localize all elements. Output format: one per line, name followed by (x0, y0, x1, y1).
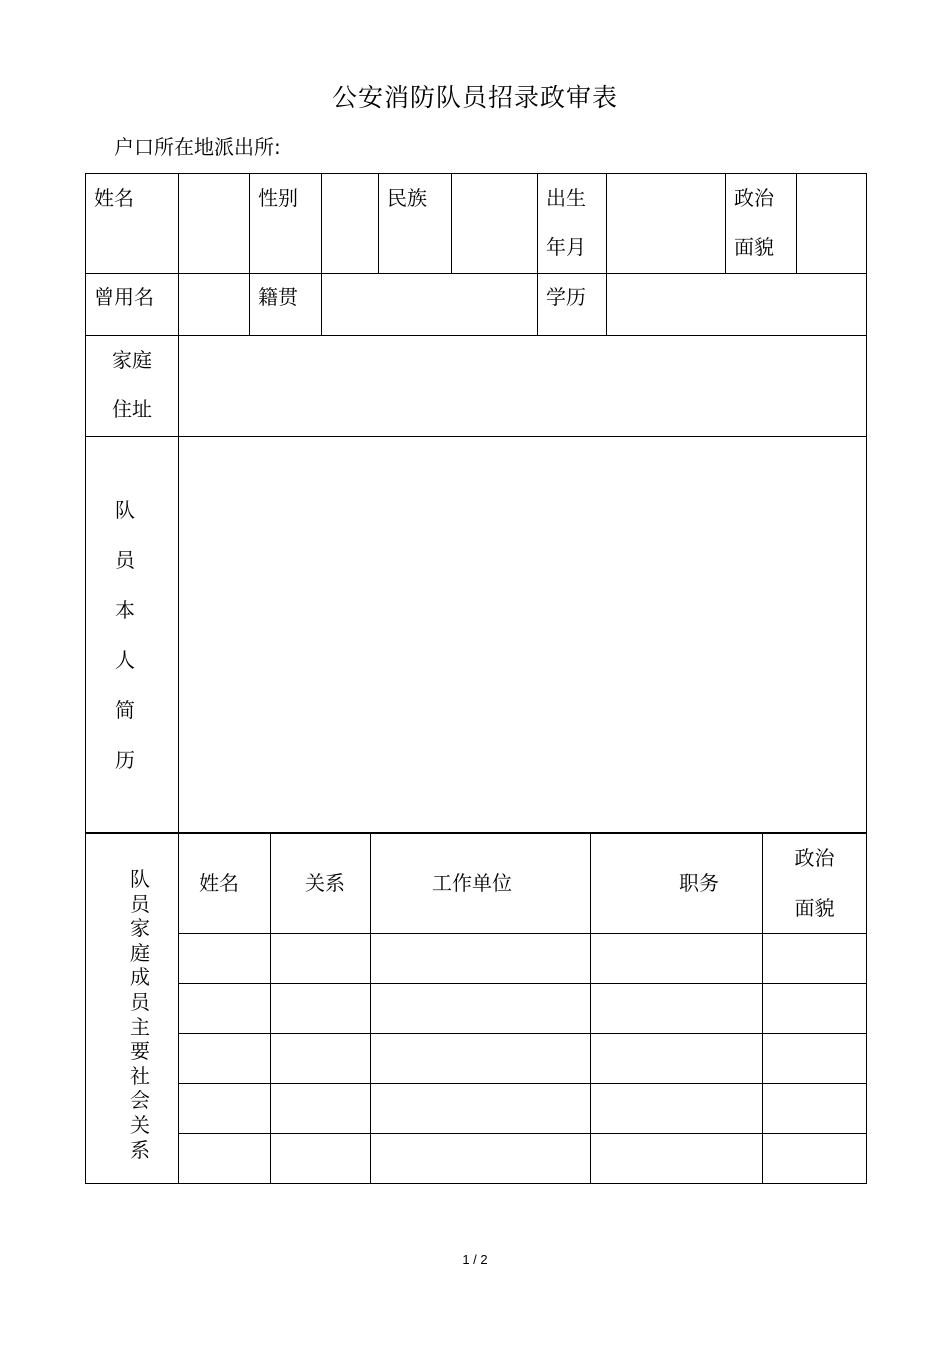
gender-field[interactable] (322, 174, 379, 274)
address-label-line1: 家庭 (112, 348, 152, 372)
table-row (86, 1034, 867, 1084)
family-politics-cell[interactable] (763, 1034, 867, 1084)
family-label-char: 关 (130, 1112, 150, 1137)
birth-label-line1: 出生 (546, 186, 586, 210)
birth-date-label (538, 174, 607, 274)
family-relation-cell[interactable] (271, 1034, 371, 1084)
education-field[interactable] (607, 274, 867, 336)
family-workplace-cell[interactable] (371, 1134, 591, 1184)
family-position-cell[interactable] (591, 1034, 763, 1084)
family-position-cell[interactable] (591, 934, 763, 984)
table-row (86, 934, 867, 984)
resume-char: 简 (115, 698, 135, 722)
family-label-char: 社 (130, 1063, 150, 1088)
birth-date-field[interactable] (607, 174, 726, 274)
native-place-field[interactable] (322, 274, 538, 336)
resume-char: 本 (115, 598, 135, 622)
politics-label-line1: 政治 (734, 186, 774, 210)
family-label-char: 家 (130, 916, 150, 941)
ethnicity-label: 民族 (379, 174, 452, 274)
address-label-line2: 住址 (112, 397, 152, 421)
politics-label-line2: 面貌 (734, 235, 774, 259)
education-label: 学历 (538, 274, 607, 336)
resume-char: 队 (115, 498, 135, 522)
family-workplace-cell[interactable] (371, 934, 591, 984)
family-politics-cell[interactable] (763, 1084, 867, 1134)
column-header-name: 姓名 (179, 833, 271, 934)
address-field[interactable] (179, 336, 867, 437)
family-workplace-cell[interactable] (371, 984, 591, 1034)
family-label-char: 员 (130, 891, 150, 916)
address-label (86, 336, 179, 437)
page-title: 公安消防队员招录政审表 (331, 83, 618, 112)
family-label-char: 员 (130, 989, 150, 1014)
family-relation-cell[interactable] (271, 984, 371, 1034)
family-label-char: 系 (130, 1137, 150, 1162)
family-politics-cell[interactable] (763, 934, 867, 984)
family-name-cell[interactable] (179, 1084, 271, 1134)
former-name-field[interactable] (179, 274, 250, 336)
column-header-workplace: 工作单位 (371, 833, 591, 934)
name-label: 姓名 (86, 174, 179, 274)
page-number: 1 / 2 (462, 1252, 488, 1267)
family-position-cell[interactable] (591, 984, 763, 1034)
column-header-political-status (763, 833, 867, 934)
family-politics-cell[interactable] (763, 1134, 867, 1184)
resume-char: 员 (115, 548, 135, 572)
personal-info-table (85, 173, 867, 834)
family-relations-table (85, 832, 867, 1184)
resume-char: 历 (115, 748, 135, 772)
table-row (86, 984, 867, 1034)
family-position-cell[interactable] (591, 1134, 763, 1184)
family-label-char: 主 (130, 1014, 150, 1039)
family-relation-cell[interactable] (271, 934, 371, 984)
ethnicity-field[interactable] (452, 174, 538, 274)
family-name-cell[interactable] (179, 934, 271, 984)
family-name-cell[interactable] (179, 1034, 271, 1084)
family-relation-cell[interactable] (271, 1084, 371, 1134)
gender-label: 性别 (250, 174, 322, 274)
name-field[interactable] (179, 174, 250, 274)
table-row (86, 1134, 867, 1184)
table-row (86, 1084, 867, 1134)
birth-label-line2: 年月 (546, 235, 586, 259)
family-label-char: 会 (130, 1088, 150, 1113)
family-name-cell[interactable] (179, 984, 271, 1034)
native-place-label: 籍贯 (250, 274, 322, 336)
family-politics-line2: 面貌 (794, 896, 835, 920)
political-status-label (726, 174, 797, 274)
political-status-field[interactable] (797, 174, 867, 274)
family-label-char: 庭 (130, 940, 150, 965)
family-relation-cell[interactable] (271, 1134, 371, 1184)
family-politics-cell[interactable] (763, 984, 867, 1034)
family-workplace-cell[interactable] (371, 1034, 591, 1084)
family-relations-label (86, 833, 179, 1184)
column-header-relation: 关系 (271, 833, 371, 934)
family-label-char: 队 (130, 867, 150, 891)
column-header-position: 职务 (591, 833, 763, 934)
resume-char: 人 (115, 648, 135, 672)
family-label-char: 要 (130, 1039, 150, 1064)
family-name-cell[interactable] (179, 1134, 271, 1184)
family-workplace-cell[interactable] (371, 1084, 591, 1134)
family-position-cell[interactable] (591, 1084, 763, 1134)
resume-label (86, 437, 179, 834)
resume-field[interactable] (179, 437, 867, 834)
family-politics-line1: 政治 (794, 846, 835, 870)
former-name-label: 曾用名 (86, 274, 179, 336)
family-label-char: 成 (130, 965, 150, 990)
police-station-label: 户口所在地派出所: (114, 135, 281, 159)
